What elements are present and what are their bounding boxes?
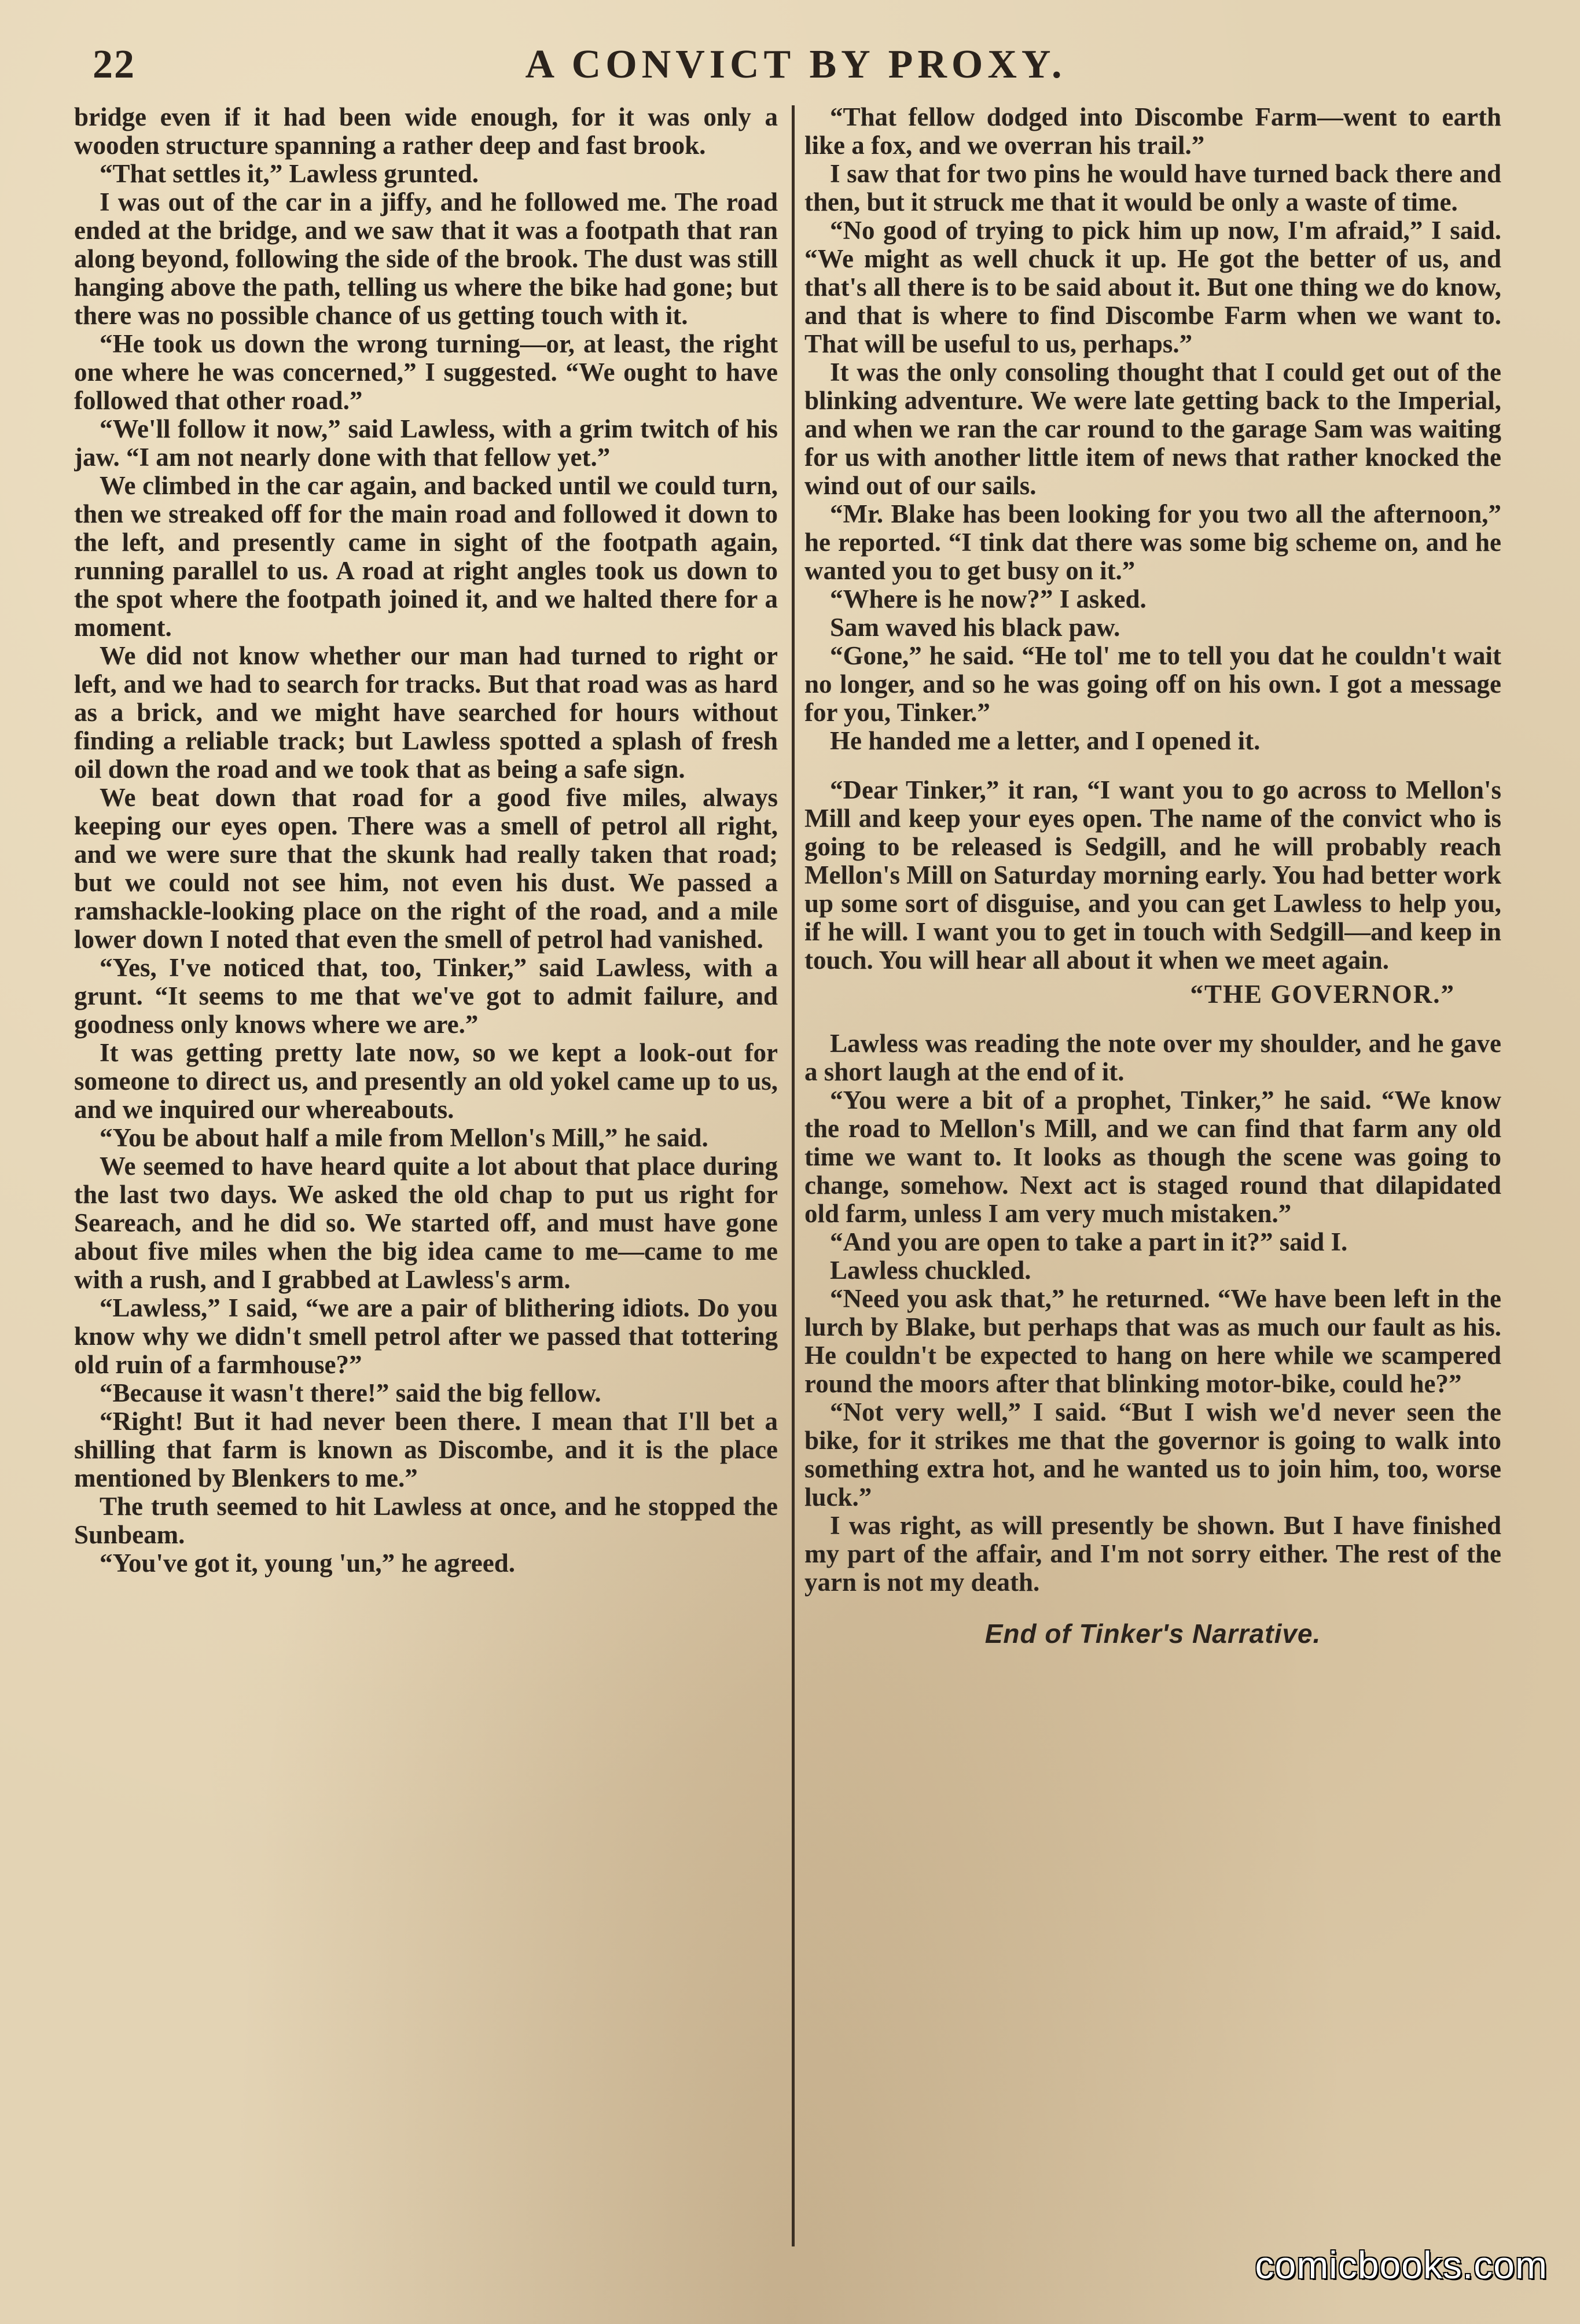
column-divider: [792, 105, 795, 2246]
paragraph: “Yes, I've noticed that, too, Tinker,” said Lawless, with a grunt. “It seems to me that we've got to admit failure, and goodness only knows where we are.”: [74, 953, 778, 1039]
paragraph: “We'll follow it now,” said Lawless, with a grim twitch of his jaw. “I am not nearly done with that fellow yet.”: [74, 414, 778, 472]
letter-body: “Dear Tinker,” it ran, “I want you to go across to Mellon's Mill and keep your eyes open. The name of the convict who is going to be released is Sedgill, and he will probably reach Mellon's Mill on Saturday morning early. You had better work up some sort of disguise, and you can get Lawless to help you, if he will. I want you to get in touch with Sedgill—and keep in touch. You will hear all about it when we meet again.: [804, 775, 1501, 975]
page-number: 22: [93, 42, 135, 87]
paragraph: “You be about half a mile from Mellon's Mill,” he said.: [100, 1123, 708, 1152]
site-watermark: comicbooks.com: [1255, 2244, 1548, 2286]
paragraph: “And you are open to take a part in it?” said I.: [830, 1227, 1348, 1256]
running-title: A CONVICT BY PROXY.: [525, 42, 1067, 87]
paragraph: It was getting pretty late now, so we kept a look-out for someone to direct us, and presently an old yokel came up to us, and we inquired our whereabouts.: [74, 1038, 778, 1124]
paragraph: “Not very well,” I said. “But I wish we'd never seen the bike, for it strikes me that the governor is going to walk into something extra hot, and he wanted us to join him, too, worse luck.”: [804, 1398, 1501, 1512]
paragraph: “Right! But it had never been there. I mean that I'll bet a shilling that farm is known as Discombe, and it is the place mentioned by Blenkers to me.”: [74, 1407, 778, 1492]
paragraph: The truth seemed to hit Lawless at once, and he stopped the Sunbeam.: [74, 1492, 778, 1549]
paragraph: Lawless chuckled.: [830, 1256, 1031, 1285]
paragraph: “Where is he now?” I asked.: [830, 584, 1147, 613]
page-header: [93, 42, 1499, 100]
paragraph: I was out of the car in a jiffy, and he followed me. The road ended at the bridge, and we saw that it was a footpath that ran along beyond, following the side of the brook. The dust was still hanging above the path, telling us where the bike had gone; but there was no possible chance of us getting touch with it.: [74, 187, 778, 330]
paragraph: We climbed in the car again, and backed until we could turn, then we streaked off for the main road and followed it down to the left, and presently came in sight of the footpath again, running parallel to us. A road at right angles took us down to the spot where the footpath joined it, and we halted there for a moment.: [74, 471, 778, 642]
paragraph: “That fellow dodged into Discombe Farm—went to earth like a fox, and we overran his trail.”: [804, 103, 1501, 160]
paragraph: “That settles it,” Lawless grunted.: [100, 159, 479, 188]
end-of-narrative-note: End of Tinker's Narrative.: [984, 1619, 1321, 1649]
paragraph: He handed me a letter, and I opened it.: [830, 726, 1261, 755]
paragraph: “You were a bit of a prophet, Tinker,” he said. “We know the road to Mellon's Mill, and we can find that farm any old time we want to. It looks as though the scene was going to change, somehow. Next act is staged round that dilapidated old farm, unless I am very much mistaken.”: [804, 1086, 1501, 1228]
paragraph: We seemed to have heard quite a lot about that place during the last two days. We asked the old chap to put us right for Seareach, and he did so. We started off, and must have gone about five miles when the big idea came to me—came to me with a rush, and I grabbed at Lawless's arm.: [74, 1152, 778, 1294]
paragraph: I was right, as will presently be shown. But I have finished my part of the affair, and I'm not sorry either. The rest of the yarn is not my death.: [804, 1511, 1501, 1597]
paragraph: “You've got it, young 'un,” he agreed.: [100, 1549, 515, 1577]
paragraph: “Lawless,” I said, “we are a pair of blithering idiots. Do you know why we didn't smell petrol after we passed that tottering old ruin of a farmhouse?”: [74, 1293, 778, 1379]
paragraph: We did not know whether our man had turned to right or left, and we had to search for tracks. But that road was as hard as a brick, and we might have searched for hours without finding a reliable track; but Lawless spotted a splash of fresh oil down the road and we took that as being a safe sign.: [74, 641, 778, 784]
paragraph: bridge even if it had been wide enough, for it was only a wooden structure spanning a rather deep and fast brook.: [74, 103, 778, 160]
paragraph: “Gone,” he said. “He tol' me to tell you dat he couldn't wait no longer, and so he was going off on his own. I got a message for you, Tinker.”: [804, 641, 1501, 727]
paragraph: “No good of trying to pick him up now, I'm afraid,” I said. “We might as well chuck it up. He got the better of us, and that's all there is to be said about it. But one thing we do know, and that is where to find Discombe Farm when we want to. That will be useful to us, perhaps.”: [804, 216, 1501, 358]
paragraph: “Need you ask that,” he returned. “We have been left in the lurch by Blake, but perhaps that was as much our fault as his. He couldn't be expected to hang on here while we scampered round the moors after that blinking motor-bike, could he?”: [804, 1284, 1501, 1398]
paragraph: Lawless was reading the note over my shoulder, and he gave a short laugh at the end of it.: [804, 1029, 1501, 1086]
paragraph: We beat down that road for a good five miles, always keeping our eyes open. There was a smell of petrol all right, and we were sure that the skunk had really taken that road; but we could not see him, not even his dust. We passed a ramshackle-looking place on the right of the road, and a mile lower down I noted that even the smell of petrol had vanished.: [74, 783, 778, 954]
paragraph: “Because it wasn't there!” said the big fellow.: [100, 1378, 601, 1407]
letter-signature: “THE GOVERNOR.”: [1190, 980, 1455, 1009]
paragraph: “Mr. Blake has been looking for you two all the afternoon,” he reported. “I tink dat there was some big scheme on, and he wanted you to get busy on it.”: [804, 499, 1501, 585]
left-text-column: [74, 103, 778, 2256]
paragraph: “He took us down the wrong turning—or, at least, the right one where he was concerned,” I suggested. “We ought to have followed that other road.”: [74, 329, 778, 415]
paragraph: It was the only consoling thought that I could get out of the blinking adventure. We were late getting back to the Imperial, and when we ran the car round to the garage Sam was waiting for us with another little item of news that rather knocked the wind out of our sails.: [804, 358, 1501, 500]
paragraph: Sam waved his black paw.: [830, 613, 1120, 642]
right-text-column: [804, 103, 1501, 2256]
paragraph: I saw that for two pins he would have turned back there and then, but it struck me that it would be only a waste of time.: [804, 159, 1501, 216]
